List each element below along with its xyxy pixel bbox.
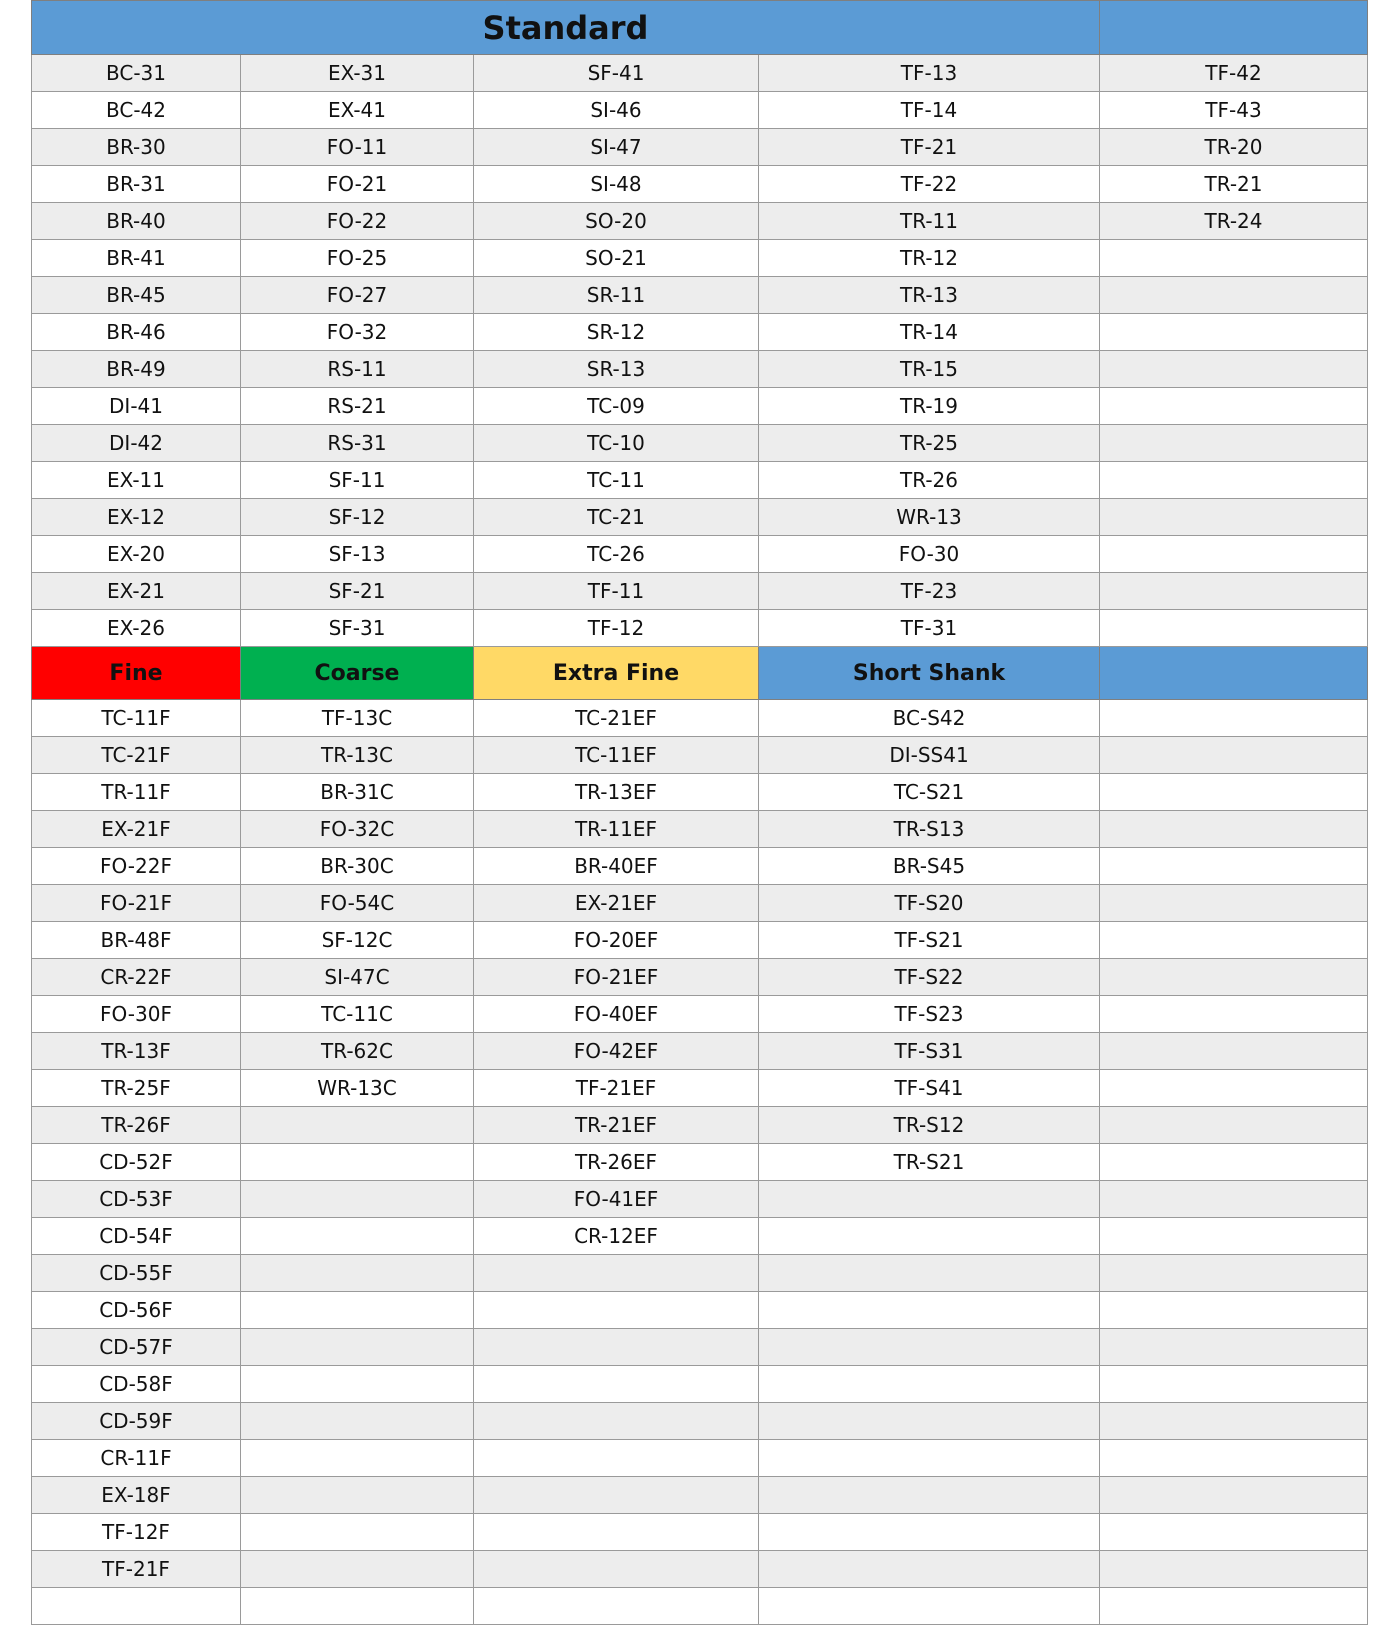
table-cell: BR-31 — [32, 166, 241, 203]
table-cell — [1100, 573, 1368, 610]
table-cell: TR-13C — [241, 737, 474, 774]
table-cell — [474, 1551, 759, 1588]
fine-header: Fine — [32, 647, 241, 700]
standard-row — [32, 129, 1368, 166]
table-cell: CR-11F — [32, 1440, 241, 1477]
table-cell — [1100, 610, 1368, 647]
category-row — [32, 848, 1368, 885]
table-cell: TR-21 — [1100, 166, 1368, 203]
table-cell — [759, 1366, 1100, 1403]
table-cell — [759, 1218, 1100, 1255]
table-cell: TR-12 — [759, 240, 1100, 277]
standard-row — [32, 55, 1368, 92]
table-cell: BR-40EF — [474, 848, 759, 885]
table-cell: TC-11 — [474, 462, 759, 499]
table-cell: DI-42 — [32, 425, 241, 462]
category-row — [32, 885, 1368, 922]
table-cell: TR-25F — [32, 1070, 241, 1107]
table-cell: SI-46 — [474, 92, 759, 129]
table-cell: SI-47C — [241, 959, 474, 996]
table-cell: SF-12 — [241, 499, 474, 536]
standard-row — [32, 536, 1368, 573]
table-cell — [474, 1366, 759, 1403]
table-cell: TF-23 — [759, 573, 1100, 610]
table-cell: TR-19 — [759, 388, 1100, 425]
table-cell: TR-11 — [759, 203, 1100, 240]
table-cell — [241, 1440, 474, 1477]
table-cell — [1100, 388, 1368, 425]
table-cell: TR-14 — [759, 314, 1100, 351]
table-cell — [474, 1514, 759, 1551]
standard-row — [32, 166, 1368, 203]
category-row — [32, 959, 1368, 996]
table-cell: FO-11 — [241, 129, 474, 166]
table-cell: RS-21 — [241, 388, 474, 425]
table-cell — [474, 1329, 759, 1366]
table-cell: TC-11EF — [474, 737, 759, 774]
table-cell: FO-21EF — [474, 959, 759, 996]
table-cell: EX-26 — [32, 610, 241, 647]
table-cell: TF-43 — [1100, 92, 1368, 129]
table-cell — [241, 1366, 474, 1403]
table-cell — [759, 1551, 1100, 1588]
table-cell — [1100, 1255, 1368, 1292]
table-cell — [1100, 1440, 1368, 1477]
table-cell — [1100, 425, 1368, 462]
category-row — [32, 737, 1368, 774]
table-cell: SR-13 — [474, 351, 759, 388]
standard-row — [32, 314, 1368, 351]
table-cell — [241, 1218, 474, 1255]
table-cell: RS-31 — [241, 425, 474, 462]
table-cell — [474, 1292, 759, 1329]
category-row — [32, 1107, 1368, 1144]
table-cell: SO-20 — [474, 203, 759, 240]
table-cell — [474, 1440, 759, 1477]
table-cell: TR-S13 — [759, 811, 1100, 848]
table-cell: TF-S41 — [759, 1070, 1100, 1107]
product-code-table — [31, 0, 1368, 1625]
table-cell: TF-12F — [32, 1514, 241, 1551]
category-row — [32, 922, 1368, 959]
table-cell: DI-SS41 — [759, 737, 1100, 774]
category-row — [32, 996, 1368, 1033]
table-cell — [759, 1255, 1100, 1292]
table-cell: EX-18F — [32, 1477, 241, 1514]
table-cell — [241, 1107, 474, 1144]
table-cell: TR-20 — [1100, 129, 1368, 166]
table-cell: TR-25 — [759, 425, 1100, 462]
table-cell: TR-13F — [32, 1033, 241, 1070]
table-cell: TC-21EF — [474, 700, 759, 737]
standard-row — [32, 92, 1368, 129]
table-cell: FO-22F — [32, 848, 241, 885]
standard-row — [32, 277, 1368, 314]
standard-row — [32, 499, 1368, 536]
category-row — [32, 1144, 1368, 1181]
table-cell: FO-21 — [241, 166, 474, 203]
table-cell — [759, 1403, 1100, 1440]
table-cell — [474, 1255, 759, 1292]
table-cell: TR-26 — [759, 462, 1100, 499]
table-cell: TR-11EF — [474, 811, 759, 848]
table-cell: SO-21 — [474, 240, 759, 277]
coarse-header: Coarse — [241, 647, 474, 700]
table-cell: TF-22 — [759, 166, 1100, 203]
table-cell — [1100, 885, 1368, 922]
table-cell — [759, 1514, 1100, 1551]
table-cell: SF-13 — [241, 536, 474, 573]
table-cell: SF-11 — [241, 462, 474, 499]
table-cell — [1100, 1070, 1368, 1107]
table-cell: TR-21EF — [474, 1107, 759, 1144]
table-cell: TF-S23 — [759, 996, 1100, 1033]
table-cell: SR-12 — [474, 314, 759, 351]
standard-row — [32, 462, 1368, 499]
table-cell — [241, 1255, 474, 1292]
standard-title: Standard — [32, 1, 1100, 55]
table-cell: CD-53F — [32, 1181, 241, 1218]
table-cell: FO-40EF — [474, 996, 759, 1033]
table-cell — [1100, 959, 1368, 996]
table-cell: TR-26EF — [474, 1144, 759, 1181]
table-cell — [1100, 811, 1368, 848]
table-cell: TR-15 — [759, 351, 1100, 388]
table-cell — [759, 1329, 1100, 1366]
standard-row — [32, 425, 1368, 462]
table-cell — [474, 1403, 759, 1440]
table-cell — [1100, 1551, 1368, 1588]
table-cell: TF-S20 — [759, 885, 1100, 922]
table-cell — [241, 1514, 474, 1551]
table-cell: CD-56F — [32, 1292, 241, 1329]
table-cell: TC-S21 — [759, 774, 1100, 811]
table-cell: BC-S42 — [759, 700, 1100, 737]
category-row — [32, 1181, 1368, 1218]
table-cell — [32, 1588, 241, 1625]
table-cell — [241, 1403, 474, 1440]
table-cell: FO-25 — [241, 240, 474, 277]
table-cell: BR-46 — [32, 314, 241, 351]
table-cell — [241, 1588, 474, 1625]
category-header-extra-cell — [1100, 647, 1368, 700]
table-cell: FO-21F — [32, 885, 241, 922]
standard-row — [32, 573, 1368, 610]
category-row — [32, 1514, 1368, 1551]
table-cell — [1100, 700, 1368, 737]
table-cell: FO-30 — [759, 536, 1100, 573]
table-cell: FO-42EF — [474, 1033, 759, 1070]
table-cell: EX-21EF — [474, 885, 759, 922]
table-cell — [241, 1144, 474, 1181]
table-cell — [1100, 1329, 1368, 1366]
table-cell: RS-11 — [241, 351, 474, 388]
standard-row — [32, 388, 1368, 425]
table-cell: SI-48 — [474, 166, 759, 203]
category-row — [32, 1440, 1368, 1477]
table-cell — [1100, 848, 1368, 885]
category-row — [32, 774, 1368, 811]
table-cell: FO-54C — [241, 885, 474, 922]
table-cell: TR-26F — [32, 1107, 241, 1144]
standard-row — [32, 351, 1368, 388]
table-cell: BR-48F — [32, 922, 241, 959]
table-cell: EX-20 — [32, 536, 241, 573]
standard-row — [32, 240, 1368, 277]
table-cell: FO-30F — [32, 996, 241, 1033]
table-cell — [1100, 1588, 1368, 1625]
category-header-row — [32, 647, 1368, 700]
table-cell: CD-57F — [32, 1329, 241, 1366]
category-row — [32, 1033, 1368, 1070]
table-cell: SF-31 — [241, 610, 474, 647]
category-row — [32, 1588, 1368, 1625]
table-cell: EX-12 — [32, 499, 241, 536]
table-cell — [759, 1440, 1100, 1477]
table-cell: TR-S12 — [759, 1107, 1100, 1144]
table-cell: CD-54F — [32, 1218, 241, 1255]
table-cell: WR-13C — [241, 1070, 474, 1107]
table-cell: TC-10 — [474, 425, 759, 462]
table-cell: TC-11C — [241, 996, 474, 1033]
category-row — [32, 1218, 1368, 1255]
table-cell — [1100, 1514, 1368, 1551]
table-cell: TR-62C — [241, 1033, 474, 1070]
table-cell — [1100, 1366, 1368, 1403]
standard-row — [32, 610, 1368, 647]
table-cell — [241, 1329, 474, 1366]
table-cell: FO-41EF — [474, 1181, 759, 1218]
table-cell: FO-27 — [241, 277, 474, 314]
table-cell — [241, 1292, 474, 1329]
table-cell: TR-13EF — [474, 774, 759, 811]
table-cell — [759, 1477, 1100, 1514]
short-shank-header: Short Shank — [759, 647, 1100, 700]
table-cell: TR-11F — [32, 774, 241, 811]
category-row — [32, 1255, 1368, 1292]
table-cell: TC-09 — [474, 388, 759, 425]
table-cell: TC-11F — [32, 700, 241, 737]
table-cell: BC-42 — [32, 92, 241, 129]
table-cell: TF-13C — [241, 700, 474, 737]
category-row — [32, 1070, 1368, 1107]
table-cell: TR-13 — [759, 277, 1100, 314]
table-cell — [1100, 536, 1368, 573]
table-cell: BR-41 — [32, 240, 241, 277]
table-cell — [1100, 1292, 1368, 1329]
table-cell: CR-22F — [32, 959, 241, 996]
table-cell: TF-12 — [474, 610, 759, 647]
table-cell: BR-31C — [241, 774, 474, 811]
table-cell: FO-32C — [241, 811, 474, 848]
category-row — [32, 811, 1368, 848]
table-cell: CR-12EF — [474, 1218, 759, 1255]
table-cell — [1100, 1218, 1368, 1255]
table-cell — [1100, 1107, 1368, 1144]
table-cell: TF-21F — [32, 1551, 241, 1588]
table-cell: FO-22 — [241, 203, 474, 240]
table-cell: EX-21 — [32, 573, 241, 610]
category-row — [32, 1292, 1368, 1329]
table-cell — [1100, 351, 1368, 388]
table-cell: SI-47 — [474, 129, 759, 166]
table-cell: TF-13 — [759, 55, 1100, 92]
table-cell: TF-42 — [1100, 55, 1368, 92]
table-cell — [1100, 1144, 1368, 1181]
table-cell — [1100, 1477, 1368, 1514]
table-cell — [241, 1181, 474, 1218]
table-cell: BR-S45 — [759, 848, 1100, 885]
table-cell — [1100, 774, 1368, 811]
table-cell: DI-41 — [32, 388, 241, 425]
table-cell: TF-21EF — [474, 1070, 759, 1107]
table-cell: FO-20EF — [474, 922, 759, 959]
table-cell: CD-58F — [32, 1366, 241, 1403]
table-cell — [759, 1181, 1100, 1218]
table-cell: TF-11 — [474, 573, 759, 610]
table-cell — [1100, 1033, 1368, 1070]
table-cell — [1100, 996, 1368, 1033]
table-cell: CD-59F — [32, 1403, 241, 1440]
table-cell: TC-21 — [474, 499, 759, 536]
table-cell: EX-41 — [241, 92, 474, 129]
table-cell: FO-32 — [241, 314, 474, 351]
table-cell — [1100, 499, 1368, 536]
table-cell: TF-S21 — [759, 922, 1100, 959]
table-cell — [241, 1477, 474, 1514]
table-cell: EX-21F — [32, 811, 241, 848]
table-cell — [1100, 1181, 1368, 1218]
extra-fine-header: Extra Fine — [474, 647, 759, 700]
table-cell — [1100, 314, 1368, 351]
table-cell: BR-30C — [241, 848, 474, 885]
table-cell — [241, 1551, 474, 1588]
category-row — [32, 1477, 1368, 1514]
table-cell: TF-14 — [759, 92, 1100, 129]
table-cell: SF-12C — [241, 922, 474, 959]
table-cell — [1100, 737, 1368, 774]
table-cell — [474, 1588, 759, 1625]
table-cell: TR-24 — [1100, 203, 1368, 240]
category-row — [32, 1329, 1368, 1366]
category-row — [32, 700, 1368, 737]
table-cell — [759, 1292, 1100, 1329]
table-cell: BR-45 — [32, 277, 241, 314]
table-cell: BR-40 — [32, 203, 241, 240]
table-cell: EX-31 — [241, 55, 474, 92]
standard-header-row — [32, 1, 1368, 55]
table-cell: TF-31 — [759, 610, 1100, 647]
table-cell — [1100, 1403, 1368, 1440]
table-cell: SF-21 — [241, 573, 474, 610]
table-cell — [1100, 462, 1368, 499]
table-cell: TF-S31 — [759, 1033, 1100, 1070]
table-cell: TC-21F — [32, 737, 241, 774]
table-cell — [474, 1477, 759, 1514]
table-cell: EX-11 — [32, 462, 241, 499]
table-cell — [1100, 277, 1368, 314]
category-row — [32, 1403, 1368, 1440]
table-cell: TR-S21 — [759, 1144, 1100, 1181]
table-cell: TF-21 — [759, 129, 1100, 166]
table-cell: TF-S22 — [759, 959, 1100, 996]
table-cell — [1100, 922, 1368, 959]
table-cell — [759, 1588, 1100, 1625]
table-cell: WR-13 — [759, 499, 1100, 536]
table-cell: TC-26 — [474, 536, 759, 573]
table-cell: SF-41 — [474, 55, 759, 92]
table-cell: CD-55F — [32, 1255, 241, 1292]
table-cell: BC-31 — [32, 55, 241, 92]
table-cell: BR-49 — [32, 351, 241, 388]
standard-header-extra-cell — [1100, 1, 1368, 55]
category-row — [32, 1551, 1368, 1588]
standard-row — [32, 203, 1368, 240]
category-row — [32, 1366, 1368, 1403]
table-cell — [1100, 240, 1368, 277]
table-cell: BR-30 — [32, 129, 241, 166]
table-cell: CD-52F — [32, 1144, 241, 1181]
table-cell: SR-11 — [474, 277, 759, 314]
